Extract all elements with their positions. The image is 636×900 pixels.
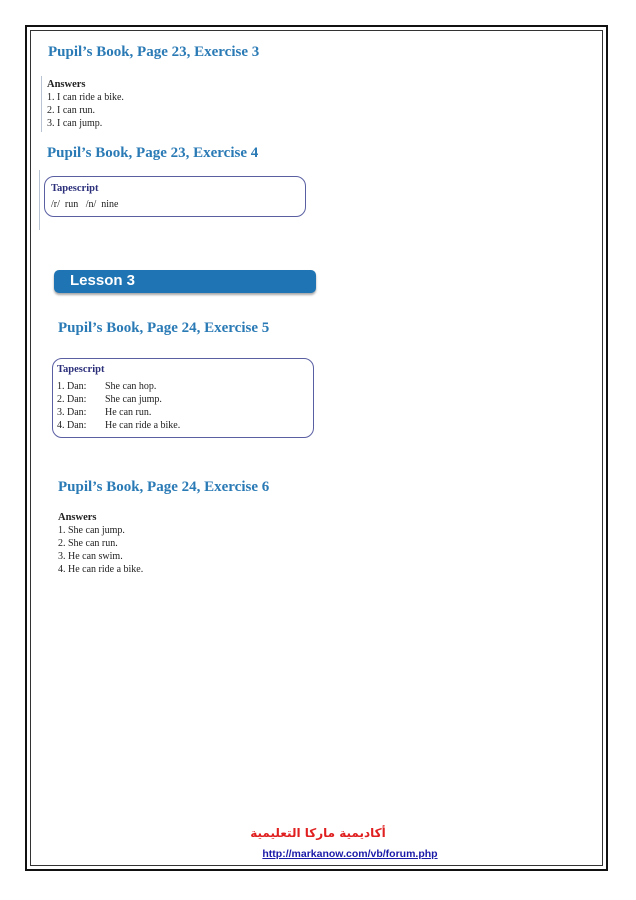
speaker: 1. Dan: — [57, 381, 87, 392]
exercise-4-tapescript-box — [44, 176, 306, 217]
answer-line: 1. She can jump. — [58, 525, 125, 536]
line-text: He can run. — [105, 407, 152, 418]
line-text: She can jump. — [105, 394, 162, 405]
exercise-3-answers — [47, 78, 124, 130]
answer-line: 2. She can run. — [58, 538, 118, 549]
exercise-3-heading: Pupil’s Book, Page 23, Exercise 3 — [48, 44, 260, 60]
speaker: 3. Dan: — [57, 407, 87, 418]
lesson-title: Lesson 3 — [70, 272, 136, 289]
speaker: 4. Dan: — [57, 420, 87, 431]
tapescript-row — [57, 419, 180, 432]
tapescript-row — [57, 380, 180, 393]
answer-line: 4. He can ride a bike. — [58, 564, 144, 575]
exercise-4-heading: Pupil’s Book, Page 23, Exercise 4 — [47, 145, 259, 161]
answer-line: 3. He can swim. — [58, 551, 123, 562]
tapescript-label: Tapescript — [51, 183, 99, 194]
tapescript-row — [57, 406, 180, 419]
exercise-5-tapescript-box — [52, 358, 314, 438]
exercise-5-heading: Pupil’s Book, Page 24, Exercise 5 — [58, 320, 270, 336]
answers-label: Answers — [47, 79, 86, 90]
answers-divider — [41, 76, 42, 132]
line-text: She can hop. — [105, 381, 157, 392]
tapescript-row — [57, 393, 180, 406]
exercise-6-answers — [58, 511, 143, 576]
exercise-6-heading: Pupil’s Book, Page 24, Exercise 6 — [58, 479, 270, 495]
answer-line: 2. I can run. — [47, 105, 96, 116]
lesson-banner — [54, 270, 316, 293]
answer-line: 1. I can ride a bike. — [47, 92, 124, 103]
speaker: 2. Dan: — [57, 394, 87, 405]
tapescript-label: Tapescript — [57, 364, 105, 375]
tapescript-divider — [39, 170, 40, 230]
footer-academy-name: أكاديمية ماركا التعليمية — [250, 826, 386, 840]
answer-line: 3. I can jump. — [47, 118, 103, 129]
line-text: He can ride a bike. — [105, 420, 181, 431]
answers-label: Answers — [58, 512, 97, 523]
footer-forum-link[interactable]: http://markanow.com/vb/forum.php — [262, 848, 438, 860]
tapescript-line: /r/ run /n/ nine — [51, 199, 119, 210]
